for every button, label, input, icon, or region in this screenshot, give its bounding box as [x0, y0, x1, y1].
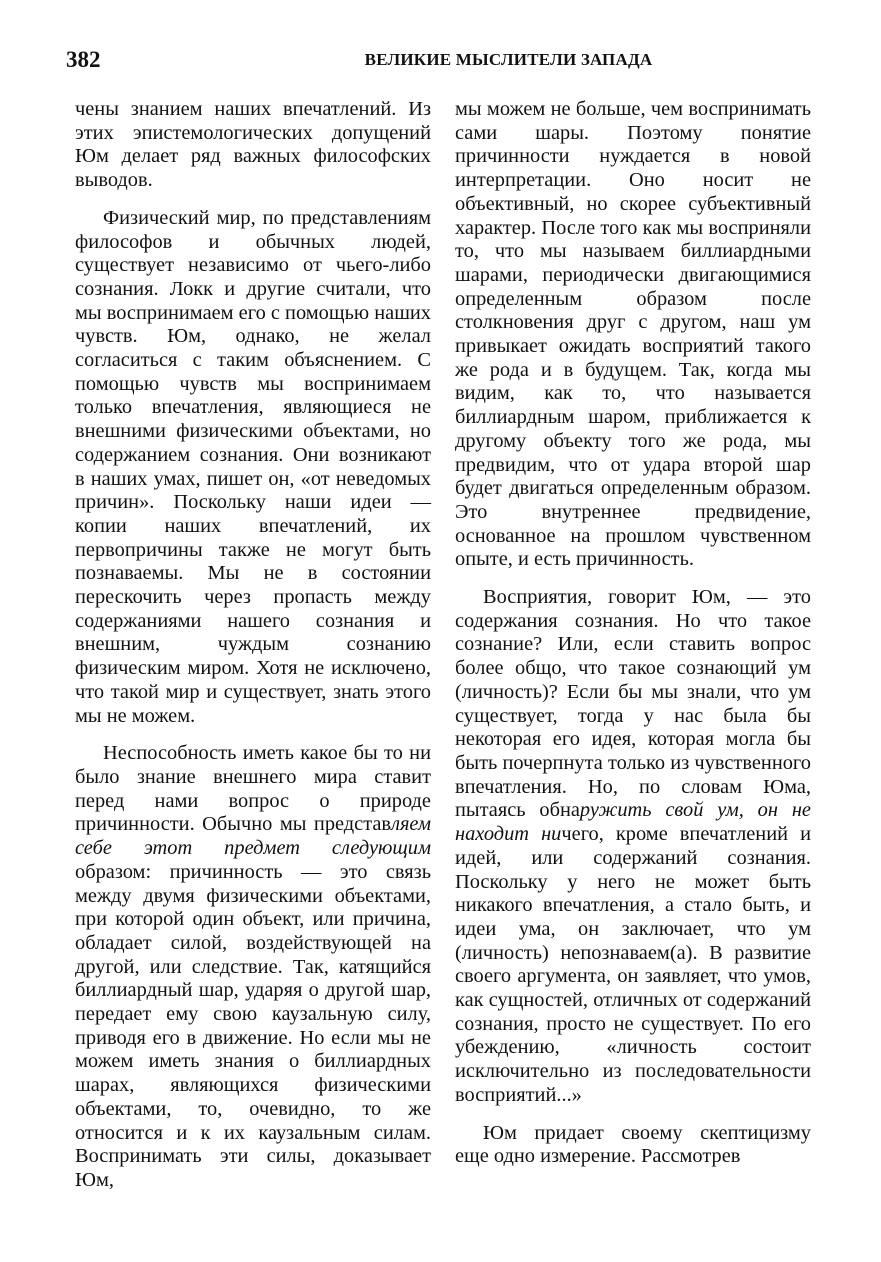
paragraph: мы можем не больше, чем воспринимать сами шары. Поэтому понятие причинности нуждается в новой интерпретации. Оно носит не объективный, но скорее субъективный характер. После того как мы восприняли то, что мы называем биллиардными шарами, периодически двигающимися определенным образом после столкновения друг с другом, наш ум привыкает ожидать восприятий такого же рода и в будущем. Так, когда мы видим, как то, что называется биллиардным шаром, приближается к другому объекту того же рода, мы предвидим, что от удара второй шар будет двигаться определенным образом. Это внутреннее предвидение, основанное на прошлом чувственном опыте, и есть причинность. [455, 98, 811, 571]
text-run: чего, кроме впечатлений и идей, или содержаний сознания. Поскольку у него не может быть никакого впечатления, а стало быть, и идеи ума, он заключает, что ум (личность) непознаваем(а). В развитие своего аргумента, он заявляет, что умов, как сущностей, отличных от содержаний сознания, просто не существует. По его убеждению, «личность состоит исключительно из последовательности восприятий...» [455, 823, 811, 1106]
left-column [75, 98, 431, 1193]
running-title: ВЕЛИКИЕ МЫСЛИТЕЛИ ЗАПАДА [364, 50, 653, 69]
paragraph: чены знанием наших впечатлений. Из этих эпистемологических допущений Юм делает ряд важных философских выводов. [75, 98, 431, 192]
page-header [66, 47, 811, 77]
paragraph: Физический мир, по представлениям философов и обычных людей, существует независимо от чьего-либо сознания. Локк и другие считали, что мы воспринимаем его с помощью наших чувств. Юм, однако, не желал согласиться с таким объяснением. С помощью чувств мы воспринимаем только впечатления, являющиеся не внешними физическими объектами, но содержанием сознания. Они возникают в наших умах, пишет он, «от неведомых причин». Поскольку наши идеи — копии наших впечатлений, их первопричины также не могут быть познаваемы. Мы не в состоянии перескочить через пропасть между содержаниями нашего сознания и внешним, чуждым сознанию физическим миром. Хотя не исключено, что такой мир и существует, знать этого мы не можем. [75, 206, 431, 727]
paragraph: Юм придает своему скептицизму еще одно измерение. Рассмотрев [455, 1121, 811, 1168]
right-column [455, 98, 811, 1169]
page-number: 382 [66, 47, 101, 72]
text-run: Неспособность иметь какое бы то ни было знание внешнего мира ставит перед нами вопрос о природе причинности. Обычно мы представ [75, 742, 431, 836]
italic-text: ружить свой ум, он не находит ни [455, 799, 811, 846]
text-run: образом: причинность — это связь между двумя физическими объектами, при которой один объект, или причина, обладает силой, воздействующей на другой, или следствие. Так, катящийся биллиардный шар, ударяя о другой шар, передает ему свою каузальную силу, приводя его в движение. Но если мы не можем иметь знания о биллиардных шарах, являющихся физическими объектами, то, очевидно, то же относится и к их каузальным силам. Воспринимать эти силы, доказывает Юм, [75, 860, 431, 1191]
text-run: Восприятия, говорит Юм, — это содержания сознания. Но что такое сознание? Или, если ставить вопрос более общо, что такое сознающий ум (личность)? Если бы мы знали, что ум существует, тогда у нас была бы некоторая его идея, которая могла бы быть почерпнута только из чувственного впечатления. Но, по словам Юма, пытаясь обна [455, 586, 811, 822]
italic-text: ляем себе этот предмет следующим [75, 813, 431, 860]
paragraph [75, 742, 431, 1192]
paragraph [455, 586, 811, 1107]
